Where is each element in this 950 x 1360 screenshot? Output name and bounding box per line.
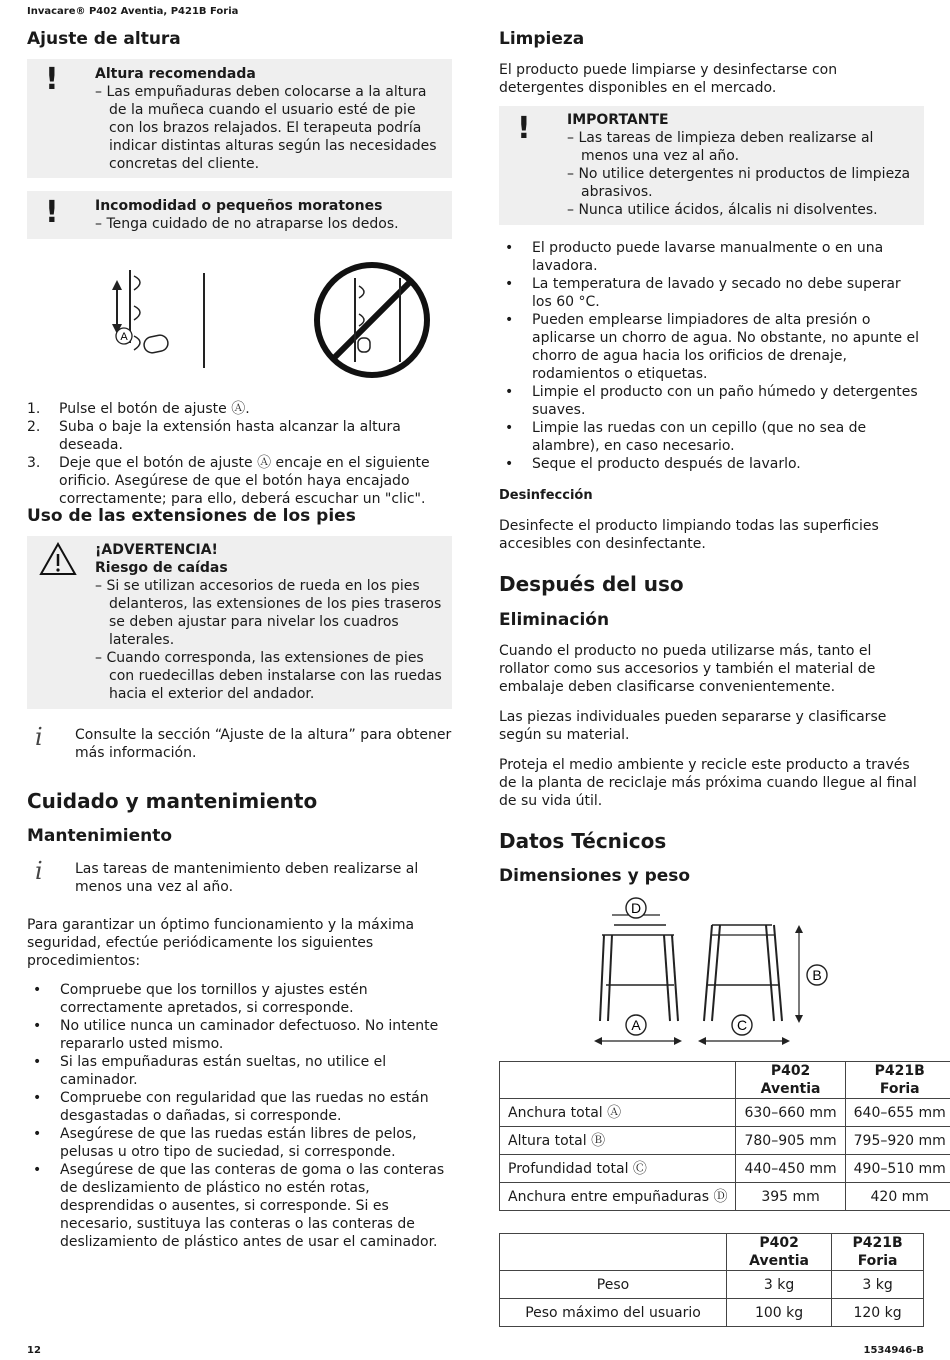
- document-code: 1534946-B: [863, 1345, 924, 1356]
- list-item: • Si las empuñaduras están sueltas, no utilice el caminador.: [27, 1053, 452, 1089]
- exclamation-icon: !: [517, 111, 531, 146]
- cell-value: 420 mm: [845, 1183, 950, 1211]
- dimensions-table: [499, 1061, 950, 1211]
- warning-title: ¡ADVERTENCIA!: [95, 542, 218, 558]
- empty-header-cell: [500, 1234, 727, 1271]
- info-note-feet: [27, 723, 452, 766]
- section-heading-cleaning: Limpieza: [499, 29, 585, 49]
- running-header: Invacare® P402 Aventia, P421B Foria: [27, 6, 239, 17]
- subheading-disinfection: Desinfección: [499, 488, 593, 503]
- list-item: • Compruebe con regularidad que las ruedas no están desgastadas o dañadas, si corresponde.: [27, 1089, 452, 1125]
- warning-triangle-icon: [39, 542, 77, 576]
- label-a-text: A: [631, 1017, 641, 1033]
- arrow-head: [782, 1037, 790, 1045]
- dimensions-diagram: [584, 895, 844, 1055]
- warning-item: – Cuando corresponda, las extensiones de pies con ruedecillas deben instalarse con las ruedas hacia el exterior del andador.: [95, 650, 442, 702]
- label-a-text: A: [120, 331, 128, 343]
- note-title: Altura recomendada: [95, 66, 256, 82]
- cleaning-intro: El producto puede limpiarse y desinfectarse con detergentes disponibles en el mercado.: [499, 62, 838, 96]
- note-text: – Tenga cuidado de no atraparse los dedos.: [95, 216, 399, 232]
- subheading-dimensions: Dimensiones y peso: [499, 866, 691, 886]
- front-leg: [600, 935, 604, 1021]
- table-header-row: [500, 1234, 924, 1271]
- maintenance-intro: Para garantizar un óptimo funcionamiento y la máxima seguridad, efectúe periódicamente los siguientes procedimientos:: [27, 917, 415, 969]
- important-title: IMPORTANTE: [567, 112, 669, 128]
- side-leg: [766, 925, 774, 1021]
- weight-table: [499, 1233, 924, 1327]
- arrow-up-head: [112, 280, 122, 290]
- subheading-disposal: Eliminación: [499, 610, 610, 630]
- arrow-head: [795, 925, 803, 933]
- maintenance-list: [27, 981, 452, 1251]
- exclamation-icon: !: [45, 195, 59, 230]
- side-leg: [712, 925, 720, 1021]
- side-leg: [704, 925, 712, 1021]
- list-item: • Asegúrese de que las conteras de goma o las conteras de deslizamiento de plástico no estén rotas, desprendidas o ausentes, si corresponde. Si es necesario, sustituya las conteras o las conteras de deslizamiento de plástico antes de usar el caminador.: [27, 1161, 452, 1251]
- list-item: • Asegúrese de que las ruedas están libres de pelos, pelusas u otro tipo de suciedad, si corresponde.: [27, 1125, 452, 1161]
- list-item: • Limpie el producto con un paño húmedo y detergentes suaves.: [499, 383, 924, 419]
- section-heading-height: Ajuste de altura: [27, 29, 181, 49]
- cell-value: 3 kg: [727, 1271, 832, 1299]
- disposal-paragraph: Las piezas individuales pueden separarse y clasificarse según su material.: [499, 709, 887, 743]
- rear-leg: [664, 935, 670, 1021]
- info-text: Consulte la sección “Ajuste de la altura” para obtener más información.: [75, 727, 452, 761]
- warning-box-falls: [27, 536, 452, 709]
- col-header-p402: P402 Aventia: [727, 1234, 832, 1271]
- list-item: • Compruebe que los tornillos y ajustes estén correctamente apretados, si corresponde.: [27, 981, 452, 1017]
- note-text: – Las empuñaduras deben colocarse a la altura de la muñeca cuando el usuario esté de pie con los brazos relajados. El terapeuta podría indicar distintas alturas según las necesidades concretas del cliente.: [95, 84, 437, 172]
- arrow-head: [795, 1015, 803, 1023]
- height-steps-list: [27, 400, 452, 508]
- info-icon: i: [35, 857, 43, 885]
- col-header-p421b: P421B Foria: [845, 1062, 950, 1099]
- important-item: – Las tareas de limpieza deben realizarse al menos una vez al año.: [567, 130, 874, 164]
- prohibition-slash: [334, 282, 410, 358]
- note-title: Incomodidad o pequeños moratones: [95, 198, 383, 214]
- row-label: Anchura entre empuñaduras Ⓓ: [500, 1183, 736, 1211]
- table-row: [500, 1271, 924, 1299]
- arrow-head: [698, 1037, 706, 1045]
- list-item: 2. Suba o baje la extensión hasta alcanzar la altura deseada.: [27, 419, 401, 453]
- front-leg: [608, 935, 612, 1021]
- disposal-paragraph: Proteja el medio ambiente y recicle este producto a través de la planta de reciclaje más próxima cuando llegue al final de su vida útil.: [499, 757, 917, 809]
- warning-item: – Si se utilizan accesorios de rueda en los pies delanteros, las extensiones de los pies traseros se deben ajustar para nivelar los cuadros laterales.: [95, 578, 442, 648]
- row-label: Peso máximo del usuario: [500, 1299, 727, 1327]
- cell-value: 780–905 mm: [736, 1127, 845, 1155]
- cell-value: 440–450 mm: [736, 1155, 845, 1183]
- important-box: [499, 106, 924, 225]
- hole-middle: [359, 314, 364, 326]
- section-heading-feet: Uso de las extensiones de los pies: [27, 506, 356, 526]
- cell-value: 395 mm: [736, 1183, 845, 1211]
- list-item: • Pueden emplearse limpiadores de alta presión o aplicarse un chorro de agua. No obstante, no apunte el chorro de agua hacia los orificios de drenaje, rodamientos o etiquetas.: [499, 311, 924, 383]
- info-text: Las tareas de mantenimiento deben realizarse al menos una vez al año.: [75, 861, 419, 895]
- warning-subtitle: Riesgo de caídas: [95, 560, 228, 576]
- rear-leg: [672, 935, 678, 1021]
- row-label: Anchura total Ⓐ: [500, 1099, 736, 1127]
- col-header-p421b: P421B Foria: [832, 1234, 924, 1271]
- list-item: • El producto puede lavarse manualmente o en una lavadora.: [499, 239, 924, 275]
- adjust-button: [143, 334, 170, 355]
- hole-upper: [134, 276, 140, 290]
- table-row: [500, 1183, 950, 1211]
- arrow-head: [674, 1037, 682, 1045]
- height-adjust-figure: [82, 258, 442, 388]
- subheading-maintenance: Mantenimiento: [27, 826, 173, 846]
- cell-value: 490–510 mm: [845, 1155, 950, 1183]
- row-label: Altura total Ⓑ: [500, 1127, 736, 1155]
- info-icon: i: [35, 723, 43, 751]
- cell-value: 100 kg: [727, 1299, 832, 1327]
- exclamation-icon: !: [45, 62, 59, 97]
- list-item: 1. Pulse el botón de ajuste Ⓐ.: [27, 401, 250, 417]
- info-note-maintenance: [27, 857, 452, 900]
- important-item: – Nunca utilice ácidos, álcalis ni disolventes.: [567, 202, 878, 218]
- disinfection-text: Desinfecte el producto limpiando todas las superficies accesibles con desinfectante.: [499, 518, 879, 552]
- cell-value: 630–660 mm: [736, 1099, 845, 1127]
- note-box-bruises: [27, 191, 452, 239]
- side-leg: [774, 925, 782, 1021]
- col-header-p402: P402 Aventia: [736, 1062, 845, 1099]
- finger-caught-icon: [358, 338, 370, 352]
- cell-value: 795–920 mm: [845, 1127, 950, 1155]
- section-heading-tech: Datos Técnicos: [499, 829, 667, 853]
- list-item: • No utilice nunca un caminador defectuoso. No intente repararlo usted mismo.: [27, 1017, 452, 1053]
- table-row: [500, 1099, 950, 1127]
- empty-header-cell: [500, 1062, 736, 1099]
- row-label: Profundidad total Ⓒ: [500, 1155, 736, 1183]
- list-item: 3. Deje que el botón de ajuste Ⓐ encaje en el siguiente orificio. Asegúrese de que el botón haya encajado correctamente; para ello, deberá escuchar un "clic".: [27, 455, 430, 507]
- cell-value: 3 kg: [832, 1271, 924, 1299]
- cell-value: 640–655 mm: [845, 1099, 950, 1127]
- label-d-text: D: [630, 900, 642, 916]
- important-item: – No utilice detergentes ni productos de limpieza abrasivos.: [567, 166, 911, 200]
- page-number: 12: [27, 1345, 41, 1356]
- note-box-recommended-height: [27, 59, 452, 178]
- row-label: Peso: [500, 1271, 727, 1299]
- disposal-paragraph: Cuando el producto no pueda utilizarse más, tanto el rollator como sus accesorios y también el material de embalaje deben clasificarse convenientemente.: [499, 643, 876, 695]
- table-row: [500, 1299, 924, 1327]
- section-heading-after-use: Después del uso: [499, 572, 684, 596]
- arrow-head: [594, 1037, 602, 1045]
- hole-lower: [134, 336, 140, 350]
- hole-middle: [134, 306, 140, 320]
- section-heading-care: Cuidado y mantenimiento: [27, 789, 318, 813]
- list-item: • Seque el producto después de lavarlo.: [499, 455, 924, 473]
- list-item: • La temperatura de lavado y secado no debe superar los 60 °C.: [499, 275, 924, 311]
- cell-value: 120 kg: [832, 1299, 924, 1327]
- label-c-text: C: [736, 1017, 748, 1033]
- hole-upper: [359, 286, 364, 298]
- label-b-text: B: [812, 967, 822, 983]
- list-item: • Limpie las ruedas con un cepillo (que no sea de alambre), en caso necesario.: [499, 419, 924, 455]
- table-header-row: [500, 1062, 950, 1099]
- table-row: [500, 1127, 950, 1155]
- cleaning-list: [499, 239, 924, 473]
- table-row: [500, 1155, 950, 1183]
